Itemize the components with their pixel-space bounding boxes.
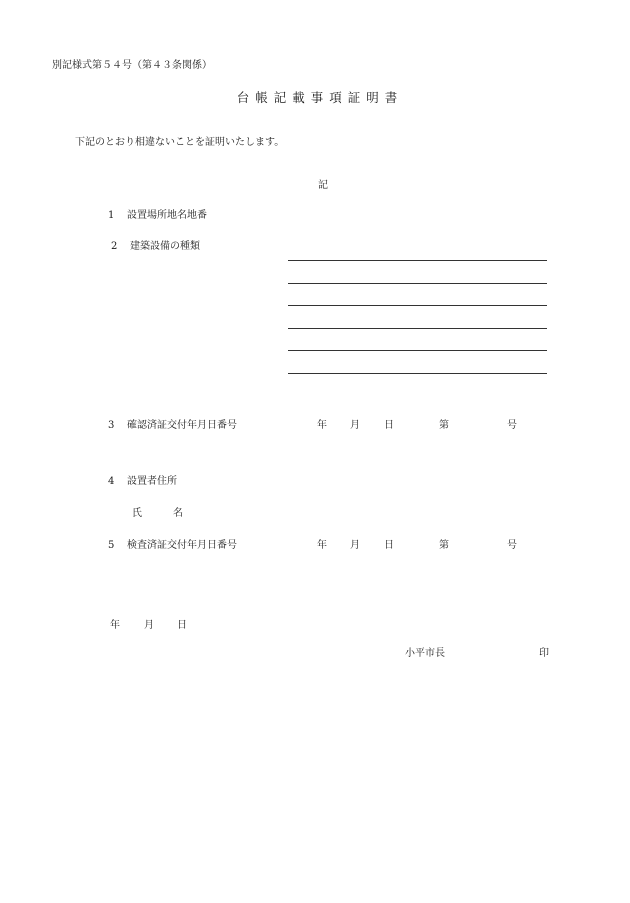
item-3-year: 年 [317,420,327,431]
equipment-type-line [288,283,547,284]
item-5-month: 月 [350,540,360,551]
document-title: 台帳記載事項証明書 [236,90,404,105]
item-3-go: 号 [507,420,517,431]
item-2-label: 建築設備の種類 [130,241,200,252]
item-3-day: 日 [384,420,394,431]
seal-mark: 印 [539,648,549,659]
item-5-label: 検査済証交付年月日番号 [127,540,237,551]
item-4-number: 4 [108,476,115,487]
issue-date-day: 日 [177,620,187,631]
issue-date-year: 年 [110,620,120,631]
item-5-go: 号 [507,540,517,551]
name-label-mei: 名 [173,508,183,519]
item-2-number: 2 [111,241,118,252]
name-label-shi: 氏 [132,508,142,519]
item-3-number: 3 [108,420,115,431]
item-3-dai: 第 [439,420,449,431]
issuer-name: 小平市長 [405,648,445,659]
item-3-month: 月 [350,420,360,431]
item-5-number: 5 [108,540,115,551]
item-5-year: 年 [317,540,327,551]
item-5-day: 日 [384,540,394,551]
item-5-dai: 第 [439,540,449,551]
lead-text: 下記のとおり相違ないことを証明いたします。 [75,137,285,148]
equipment-type-line [288,350,547,351]
equipment-type-line [288,373,547,374]
equipment-type-line [288,260,547,261]
form-number: 別記様式第５４号（第４３条関係） [52,60,212,71]
item-1-label: 設置場所地名地番 [127,210,207,221]
item-1-number: 1 [108,210,115,221]
issue-date-month: 月 [144,620,154,631]
equipment-type-line [288,305,547,306]
ki-marker: 記 [318,180,328,191]
equipment-type-line [288,328,547,329]
item-4-label: 設置者住所 [127,476,177,487]
item-3-label: 確認済証交付年月日番号 [127,420,237,431]
